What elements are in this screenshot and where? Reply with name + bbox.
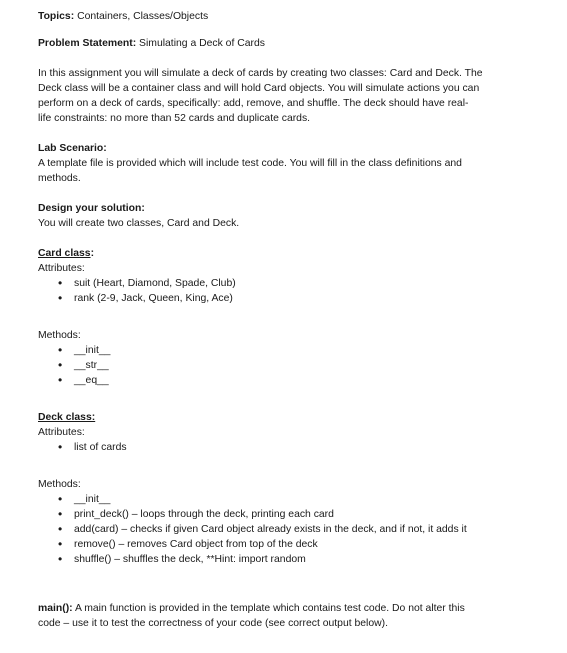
main-function-line: code – use it to test the correctness of your code (see correct output below).: [38, 618, 388, 629]
list-item: • remove() – removes Card object from top of the deck: [58, 537, 528, 552]
deck-methods-label: Methods:: [38, 479, 81, 490]
list-item: • __eq__: [58, 373, 528, 388]
topics-value: Containers, Classes/Objects: [74, 11, 209, 22]
problem-statement-value: Simulating a Deck of Cards: [136, 38, 265, 49]
deck-attributes-list: [38, 440, 528, 455]
card-methods-label: Methods:: [38, 330, 81, 341]
main-function-line: main(): A main function is provided in the template which contains test code. Do not alter this: [38, 603, 465, 614]
lab-scenario-line: A template file is provided which will include test code. You will fill in the class definitions and: [38, 158, 462, 169]
lab-scenario-heading: Lab Scenario:: [38, 143, 107, 154]
intro-line: Deck class will be a container class and will hold Card objects. You will simulate actions you can: [38, 83, 480, 94]
list-item: • suit (Heart, Diamond, Spade, Club): [58, 276, 528, 291]
main-function-label: main():: [38, 603, 73, 614]
design-heading: Design your solution:: [38, 203, 145, 214]
intro-line: perform on a deck of cards, specifically: add, remove, and shuffle. The deck should have real-: [38, 98, 469, 109]
intro-line: In this assignment you will simulate a deck of cards by creating two classes: Card and Deck. The: [38, 68, 483, 79]
deck-class-title: Deck class:: [38, 412, 96, 423]
card-attributes-label: Attributes:: [38, 263, 85, 274]
list-item: • rank (2-9, Jack, Queen, King, Ace): [58, 291, 528, 306]
topics-label: Topics:: [38, 11, 75, 22]
list-item: • print_deck() – loops through the deck, printing each card: [58, 507, 528, 522]
list-item: • shuffle() – shuffles the deck, **Hint: import random: [58, 552, 528, 567]
intro-paragraph: [38, 66, 528, 126]
list-item: • __str__: [58, 358, 528, 373]
design-text: You will create two classes, Card and Deck.: [38, 218, 240, 229]
deck-methods-list: [38, 492, 528, 567]
problem-statement-label: Problem Statement:: [38, 38, 137, 49]
card-class-heading: Card class:: [38, 248, 95, 259]
problem-statement-line: [38, 36, 528, 51]
topics-line: [38, 9, 528, 24]
intro-line: life constraints: no more than 52 cards and duplicate cards.: [38, 113, 311, 124]
list-item: • __init__: [58, 343, 528, 358]
card-class-title: Card class: [38, 248, 91, 259]
list-item: • list of cards: [58, 440, 528, 455]
deck-attributes-label: Attributes:: [38, 427, 85, 438]
list-item: • __init__: [58, 492, 528, 507]
card-methods-list: [38, 343, 528, 388]
list-item: • add(card) – checks if given Card object already exists in the deck, and if not, it adds it: [58, 522, 528, 537]
deck-class-heading: [38, 410, 528, 425]
assignment-document: [38, 9, 528, 631]
card-attributes-list: [38, 276, 528, 306]
lab-scenario-line: methods.: [38, 173, 81, 184]
